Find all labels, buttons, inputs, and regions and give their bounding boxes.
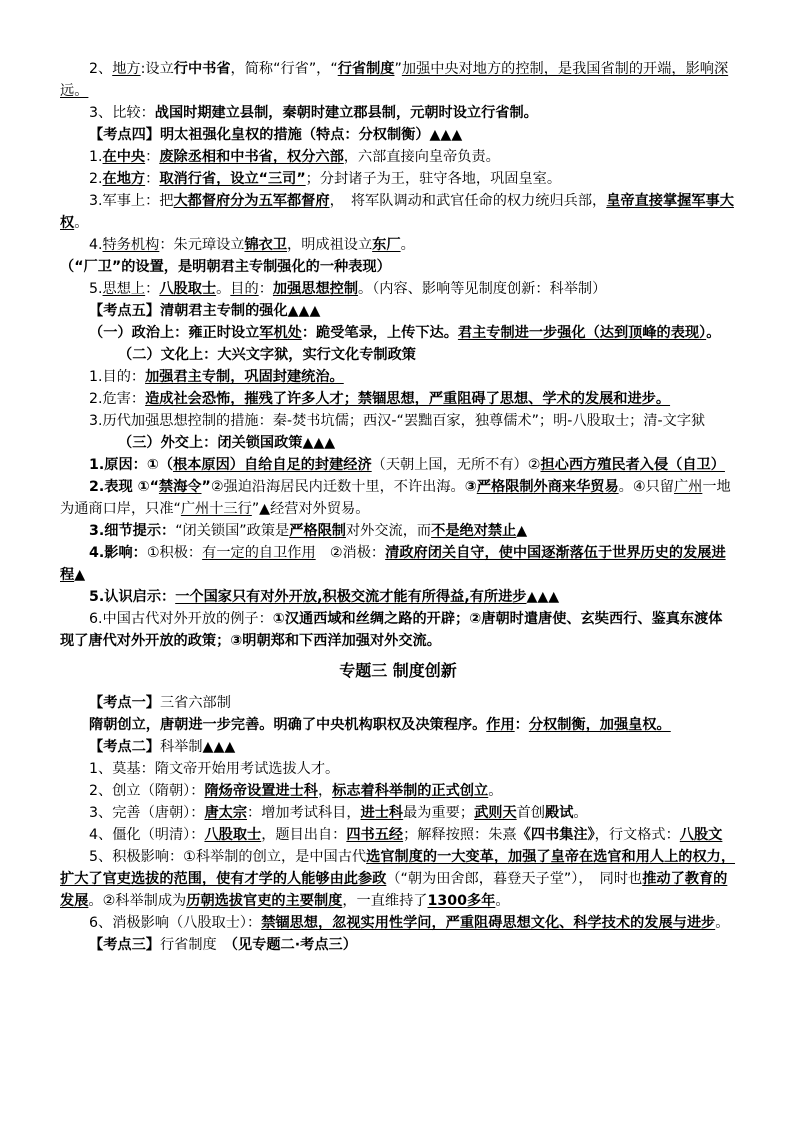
text-run: 武则天 xyxy=(474,805,517,821)
paragraph xyxy=(60,586,736,608)
text-run: 分权制衡，加强皇权。 xyxy=(528,717,671,733)
text-run: 5、积极影响：①科举制的创立，是中国古代 xyxy=(89,849,367,865)
text-run: 1. xyxy=(89,149,103,165)
paragraph xyxy=(60,102,736,124)
text-run: （天朝上国，无所不有）② xyxy=(371,457,541,473)
text-run: 。 xyxy=(400,237,415,253)
paragraph xyxy=(60,234,736,278)
text-run: 取消行省，设立“三司” xyxy=(159,171,306,187)
text-run: 。④只留 xyxy=(618,479,674,495)
text-run: 清政府闭关自守，使中国逐渐落伍于世界历史的发展进程 xyxy=(60,545,726,583)
document-page xyxy=(60,58,736,956)
text-run: 加强君主专制，巩固封建统治。 xyxy=(145,369,344,385)
text-run: 【考点五】清朝君主专制的强化▲▲▲ xyxy=(89,303,321,319)
text-run: 3.军事上：把 xyxy=(89,193,174,209)
text-run: 对外交流，而 xyxy=(345,523,432,539)
text-run: ③ xyxy=(464,479,477,495)
text-run: 1.目的： xyxy=(89,369,146,385)
text-run: 5.认识启示： xyxy=(89,589,176,605)
text-run: ▲ xyxy=(74,567,86,583)
text-run: 4. xyxy=(89,237,103,253)
paragraph xyxy=(60,520,736,542)
text-run: :设立 xyxy=(140,61,174,77)
text-run: ，简称“行省”，“ xyxy=(230,61,338,77)
text-run: 加强中央对地方的控制，是我国省制的开端，影响深远。 xyxy=(60,61,729,99)
text-run: 科举制 xyxy=(159,739,203,755)
text-run: 2.危害： xyxy=(89,391,146,407)
text-run: 历朝选拔官吏的主要制度 xyxy=(186,893,343,909)
text-run: 三省六部制 xyxy=(159,695,231,711)
text-run: 广州十三行 xyxy=(180,501,252,517)
text-run: ；解释按照：朱熹 xyxy=(403,827,517,843)
text-run: 1、莫基：隋文帝开始用考试选拔人才。 xyxy=(89,761,340,777)
text-run: 行省制度 xyxy=(337,61,395,77)
text-run: 2.表现 ①“ xyxy=(89,479,159,495)
text-run: 2、 xyxy=(89,61,113,77)
text-run: 禁海令 xyxy=(158,479,202,495)
paragraph xyxy=(60,758,736,780)
text-run: 【考点四】明太祖强化皇权的措施（特点：分权制衡）▲▲▲ xyxy=(89,127,463,143)
text-run: 地方 xyxy=(112,61,141,77)
paragraph xyxy=(60,168,736,190)
text-run: 禁锢思想，忽视实用性学问，严重阻碍思想文化、科学技术的发展与进步 xyxy=(261,915,716,931)
text-run: 不是绝对禁止 xyxy=(431,523,517,539)
paragraph xyxy=(60,714,736,736)
paragraph xyxy=(60,824,736,846)
text-run: 担心西方殖民者入侵（自卫） xyxy=(540,457,725,473)
text-run: 【考点二】 xyxy=(89,739,160,755)
paragraph xyxy=(60,58,736,102)
text-run: ①汉通西域和丝绸之路的开辟；②唐朝时遣唐使、玄奘西行、鉴真东渡体现了唐代对外开放的政策；③明朝郑和下西洋加强对外交流。 xyxy=(60,611,723,649)
text-run: ：跪受笔录，上传下达。 xyxy=(301,325,458,341)
paragraph xyxy=(60,476,736,520)
text-run: ▲ xyxy=(516,523,528,539)
paragraph xyxy=(60,190,736,234)
text-run: 1300多年 xyxy=(427,893,496,909)
text-run: （“厂卫”的设置，是明朝君主专制强化的一种表现） xyxy=(60,259,391,275)
text-run: ， xyxy=(317,783,333,799)
text-run: （三）外交上：闭关锁国政策▲▲▲ xyxy=(118,435,336,451)
paragraph xyxy=(60,802,736,824)
text-run: 严格限制外商来华贸易 xyxy=(476,479,619,495)
text-run: 皇帝直接掌握军事大权 xyxy=(60,193,734,231)
text-run: 。 xyxy=(706,325,721,341)
paragraph xyxy=(60,542,736,586)
paragraph xyxy=(60,934,736,956)
text-run: 行省制度 xyxy=(159,937,231,953)
text-run: 一个国家只有对外开放,积极交流才能有所得益,有所进步 xyxy=(175,589,527,605)
text-run: 广州 xyxy=(673,479,703,495)
text-run: 。 xyxy=(216,281,231,297)
text-run: 严格限制 xyxy=(289,523,346,539)
text-run: 。（内容、影响等见制度创新：科举制） xyxy=(358,281,607,297)
text-run: （见专题二·考点三） xyxy=(230,937,357,953)
text-run: 3、比较： xyxy=(89,105,155,121)
text-run: 。 xyxy=(495,893,510,909)
paragraph xyxy=(60,692,736,714)
text-run: 在中央 xyxy=(102,149,146,165)
text-run: 标志着科举制的正式创立 xyxy=(332,783,489,799)
text-run: 【考点一】 xyxy=(89,695,160,711)
text-run: ，一直维持了 xyxy=(342,893,428,909)
paragraph xyxy=(60,608,736,652)
text-run: 锦衣卫 xyxy=(244,237,288,253)
text-run: 战国时期建立县制，秦朝时建立郡县制，元朝时设立行省制。 xyxy=(154,105,538,121)
text-run: 隋朝创立，唐朝进一步完善。明确了中央机构职权及决策程序。 xyxy=(89,717,487,733)
text-run: 推动了教育的发展 xyxy=(60,871,728,909)
text-run: 5. xyxy=(89,281,103,297)
text-run: 6.中国古代对外开放的例子： xyxy=(89,611,273,627)
paragraph xyxy=(60,736,736,758)
text-run: 唐太宗 xyxy=(204,805,248,821)
text-run: ”▲经营对外贸易。 xyxy=(251,501,370,517)
text-run: ” xyxy=(394,61,402,77)
text-run: 一地为通商口岸，只准“ xyxy=(60,479,731,517)
text-run: 专题三 制度创新 xyxy=(339,661,457,680)
text-run: 最为重要； xyxy=(403,805,475,821)
text-run: ①积极： xyxy=(146,545,203,561)
text-run: ： xyxy=(145,149,160,165)
text-run: 八股取士 xyxy=(159,281,217,297)
text-run: 目的 xyxy=(230,281,259,297)
text-run: ②消极： xyxy=(315,545,386,561)
text-run: 东厂 xyxy=(372,237,401,253)
text-run: 进士科 xyxy=(360,805,404,821)
text-run: “闭关锁国”政策是 xyxy=(175,523,290,539)
paragraph xyxy=(60,300,736,322)
text-run: 6、消极影响（八股取士）： xyxy=(89,915,262,931)
text-run: ，题目出自： xyxy=(261,827,347,843)
text-run: ，行文格式： xyxy=(594,827,680,843)
text-run: （一）政治上：雍正时设立 xyxy=(89,325,260,341)
text-run: ②强迫沿海居民内迁数十里，不许出海。 xyxy=(210,479,465,495)
text-run: ” xyxy=(201,479,211,495)
text-run: 殿试 xyxy=(545,805,574,821)
text-run: ；分封诸子为王，驻守各地，巩固皇室。 xyxy=(305,171,562,187)
text-run: 。 xyxy=(573,805,588,821)
text-run: 3.历代加强思想控制的措施：秦-焚书坑儒；西汉-“罢黜百家，独尊儒术”；明-八股取士；清-文字狱 xyxy=(89,413,706,429)
text-run: 隋炀帝设置进士科 xyxy=(204,783,318,799)
paragraph xyxy=(60,322,736,344)
text-run: 。 xyxy=(488,783,503,799)
paragraph xyxy=(60,344,736,366)
text-run: ： xyxy=(258,281,273,297)
text-run: 造成社会恐怖，摧残了许多人才；禁锢思想，严重阻碍了思想、学术的发展和进步。 xyxy=(145,391,671,407)
text-run: 作用 xyxy=(486,717,515,733)
paragraph xyxy=(60,366,736,388)
text-run: 首创 xyxy=(516,805,546,821)
text-run: 3、完善（唐朝）： xyxy=(89,805,205,821)
text-run: ，明成祖设立 xyxy=(287,237,373,253)
text-run: 根本原因）自给自足的封建经济 xyxy=(173,457,372,473)
text-run: 在地方 xyxy=(102,171,146,187)
text-run: 废除丞相和中书省，权分六部 xyxy=(159,149,344,165)
paragraph xyxy=(60,410,736,432)
paragraph xyxy=(60,432,736,454)
text-run: 4.影响： xyxy=(89,545,147,561)
paragraph xyxy=(60,278,736,300)
text-run: ：朱元璋设立 xyxy=(159,237,245,253)
text-run: 八股文 xyxy=(679,827,723,843)
paragraph xyxy=(60,846,736,912)
text-run: ▲▲▲ xyxy=(202,739,236,755)
text-run: ， 将军队调动和武官任命的权力统归兵部， xyxy=(329,193,607,209)
text-run: 选官制度的一大变革，加强了皇帝在选官和用人上的权力，扩大了官吏选拔的范围，使有才学的人能够由此参政 xyxy=(60,849,736,887)
text-run: 2、创立（隋朝）： xyxy=(89,783,205,799)
text-run: 四书五经 xyxy=(346,827,404,843)
text-run: 【考点三】 xyxy=(89,937,160,953)
text-run: 3.细节提示： xyxy=(89,523,176,539)
text-run: 大都督府分为五军都督府 xyxy=(173,193,330,209)
text-run: 特务机构 xyxy=(102,237,160,253)
text-run: 2. xyxy=(89,171,103,187)
text-run: ，六部直接向皇帝负责。 xyxy=(343,149,500,165)
paragraph xyxy=(60,912,736,934)
text-run: ：增加考试科目， xyxy=(247,805,361,821)
text-run: 。②科举制成为 xyxy=(88,893,187,909)
text-run: 军机处 xyxy=(259,325,302,341)
text-run: 思想上 xyxy=(102,281,146,297)
text-run: 有一定的自卫作用 xyxy=(202,545,316,561)
text-run: 加强思想控制 xyxy=(272,281,359,297)
text-run: （二）文化上：大兴文字狱，实行文化专制政策 xyxy=(118,347,416,363)
paragraph xyxy=(60,124,736,146)
text-run: 。 xyxy=(715,915,730,931)
text-run: ： xyxy=(514,717,529,733)
text-run: ： xyxy=(145,171,160,187)
paragraph xyxy=(60,454,736,476)
text-run: 1.原因：①（ xyxy=(89,457,174,473)
text-run: 行中书省 xyxy=(173,61,231,77)
text-run: 《四书集注》 xyxy=(516,827,595,843)
paragraph xyxy=(60,146,736,168)
section-title xyxy=(60,658,736,684)
text-run: ： xyxy=(145,281,160,297)
text-run: （“朝为田舍郎，暮登天子堂”）， 同时也 xyxy=(386,871,643,887)
text-run: 4、僵化（明清）： xyxy=(89,827,205,843)
text-run: 八股取士 xyxy=(204,827,262,843)
text-run: 君主专制进一步强化（达到顶峰的表现） xyxy=(457,325,707,341)
paragraph xyxy=(60,780,736,802)
text-run: ▲▲▲ xyxy=(526,589,560,605)
text-run: 。 xyxy=(74,215,89,231)
paragraph xyxy=(60,388,736,410)
